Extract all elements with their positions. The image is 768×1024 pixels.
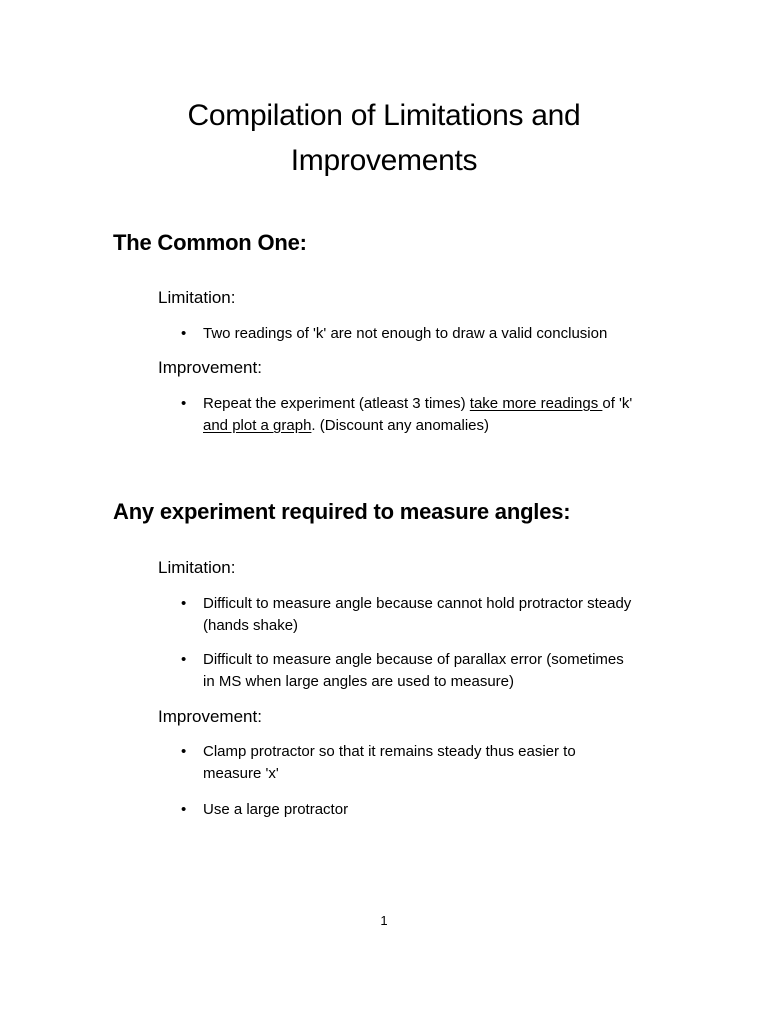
improvement-bullet: [203, 393, 648, 437]
section-heading-angles: Any experiment required to measure angles:: [113, 499, 571, 524]
limitation-bullet: • Difficult to measure angle because cannot hold protractor steady (hands shake): [203, 593, 633, 637]
improvement-text: Repeat the experiment (atleast 3 times): [203, 395, 470, 412]
improvement-label: Improvement:: [158, 358, 262, 377]
limitation-label: Limitation:: [158, 558, 236, 577]
underlined-phrase: and plot a graph: [203, 417, 312, 434]
section-heading-common: The Common One:: [113, 230, 307, 255]
limitation-label: Limitation:: [158, 288, 236, 307]
limitation-bullet: • Two readings of 'k' are not enough to draw a valid conclusion: [203, 323, 653, 345]
page-number: 1: [380, 913, 388, 928]
improvement-text: of 'k': [602, 395, 633, 412]
improvement-label: Improvement:: [158, 707, 262, 726]
improvement-text: . (Discount any anomalies): [311, 417, 489, 434]
improvement-bullet: • Use a large protractor: [203, 799, 653, 821]
document-title-line-1: Compilation of Limitations and: [187, 99, 581, 132]
underlined-phrase: take more readings: [469, 395, 603, 412]
improvement-bullet: • Clamp protractor so that it remains steady thus easier to measure 'x': [203, 741, 623, 785]
document-title-line-2: Improvements: [290, 144, 478, 177]
limitation-bullet: • Difficult to measure angle because of parallax error (sometimes in MS when large angles are used to measure): [203, 649, 633, 693]
